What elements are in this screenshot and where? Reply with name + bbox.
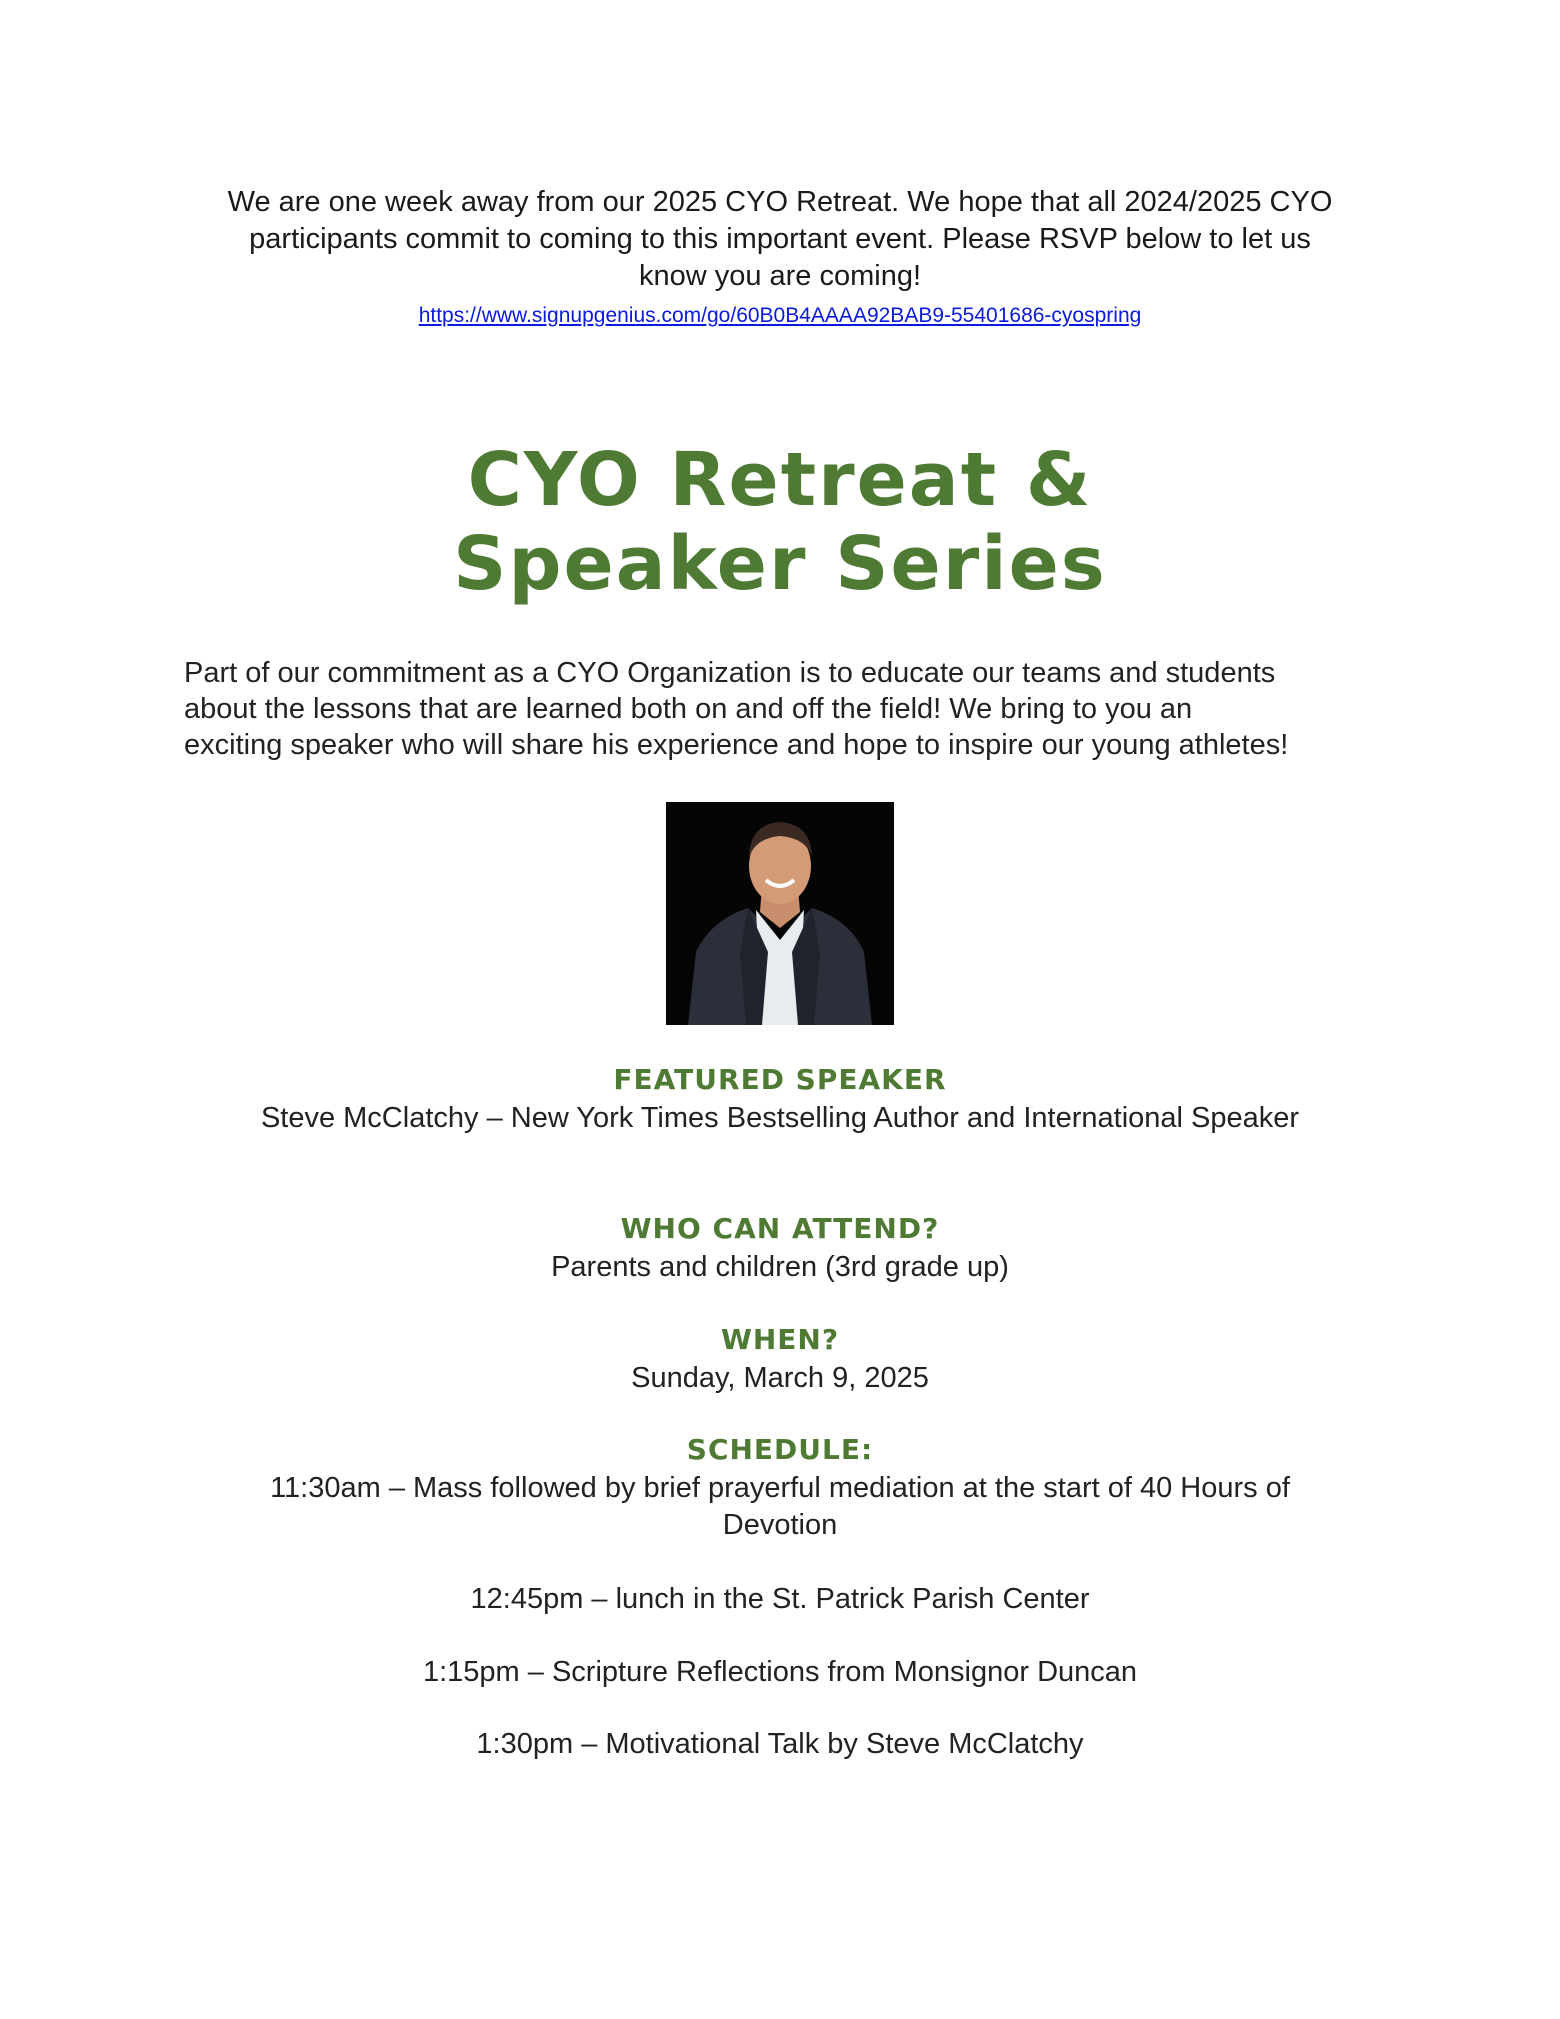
when-text: Sunday, March 9, 2025 [631,1362,929,1394]
title-line-1: CYO Retreat & [467,437,1093,523]
description-line-2: about the lessons that are learned both on and off the field! We bring to you an [184,693,1193,725]
when-heading: WHEN? [720,1323,840,1356]
schedule-item-line: 1:15pm – Scripture Reflections from Monsignor Duncan [422,1656,1138,1688]
speaker-photo [666,802,894,1025]
description-paragraph [184,655,1414,763]
intro-line-2: participants commit to coming to this important event. Please RSVP below to let us [249,223,1311,255]
featured-speaker-text: Steve McClatchy – New York Times Bestselling Author and International Speaker [260,1102,1300,1134]
featured-speaker-heading: FEATURED SPEAKER [613,1063,947,1096]
schedule-item [180,1726,1380,1763]
schedule-item [180,1581,1380,1618]
who-can-attend-text: Parents and children (3rd grade up) [551,1251,1009,1283]
schedule-item-line: 11:30am – Mass followed by brief prayerful mediation at the start of 40 Hours of [270,1472,1290,1504]
schedule-item-line: 1:30pm – Motivational Talk by Steve McClatchy [476,1728,1084,1760]
schedule-item-line: Devotion [722,1509,838,1541]
schedule-heading: SCHEDULE: [686,1433,874,1466]
page-title [300,438,1260,606]
intro-line-3: know you are coming! [638,260,922,292]
title-line-2: Speaker Series [453,521,1107,607]
intro-paragraph [170,184,1390,332]
speaker-portrait-illustration [666,802,894,1025]
rsvp-link[interactable]: https://www.signupgenius.com/go/60B0B4AAAA92BAB9-55401686-cyospring [418,304,1142,327]
schedule-item [180,1470,1380,1544]
schedule-item-line: 12:45pm – lunch in the St. Patrick Parish Center [470,1583,1090,1615]
description-line-1: Part of our commitment as a CYO Organization is to educate our teams and students [184,657,1276,689]
schedule-item [180,1654,1380,1691]
description-line-3: exciting speaker who will share his experience and hope to inspire our young athletes! [184,729,1289,761]
intro-line-1: We are one week away from our 2025 CYO Retreat. We hope that all 2024/2025 CYO [227,186,1333,218]
who-can-attend-heading: WHO CAN ATTEND? [620,1212,940,1245]
